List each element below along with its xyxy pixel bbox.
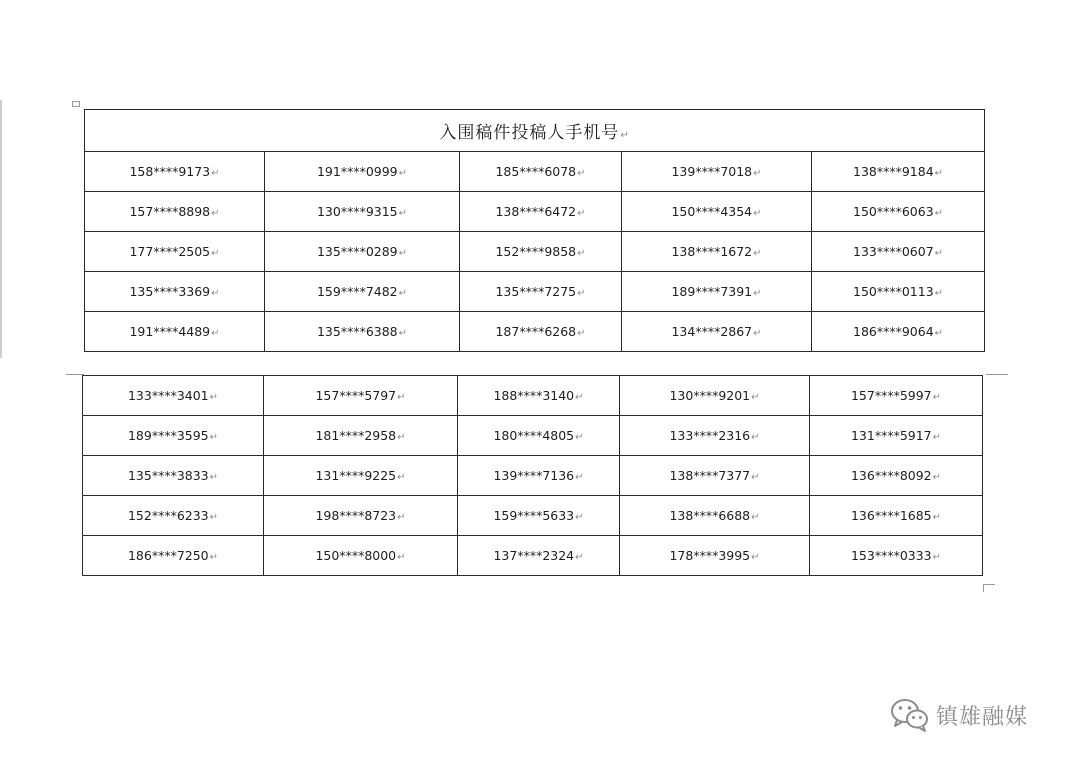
phone-number-cell — [264, 376, 458, 416]
paragraph-mark: ↵ — [209, 432, 219, 443]
phone-number-cell — [812, 312, 985, 352]
paragraph-mark: ↵ — [209, 392, 219, 403]
phone-number-cell — [622, 152, 812, 192]
phone-number: 150****0113 — [853, 284, 934, 299]
paragraph-mark: ↵ — [575, 392, 584, 403]
phone-number: 191****0999 — [316, 164, 398, 179]
phone-number-cell — [264, 456, 458, 496]
phone-number-cell — [83, 376, 264, 416]
phone-number: 139****7136 — [493, 468, 575, 483]
paragraph-mark: ↵ — [751, 552, 760, 563]
paragraph-mark: ↵ — [751, 512, 760, 523]
phone-number-cell — [458, 496, 620, 536]
table-row — [85, 232, 985, 272]
paragraph-mark: ↵ — [575, 472, 584, 483]
phone-number: 139****7018 — [671, 164, 753, 179]
phone-number-cell — [622, 312, 812, 352]
paragraph-mark: ↵ — [211, 168, 220, 179]
paragraph-mark: ↵ — [211, 288, 220, 299]
phone-number: 153****0333 — [850, 548, 932, 563]
paragraph-mark: ↵ — [397, 392, 406, 403]
crop-mark — [986, 374, 1008, 375]
phone-number: 138****6472 — [495, 204, 577, 219]
crop-mark — [983, 584, 995, 585]
paragraph-mark: ↵ — [751, 392, 760, 403]
phone-number-cell — [458, 456, 620, 496]
phone-number: 186****9064 — [853, 324, 934, 339]
phone-number: 136****1685 — [850, 508, 932, 523]
phone-number-cell — [458, 376, 620, 416]
paragraph-mark: ↵ — [932, 512, 942, 523]
paragraph-mark: ↵ — [577, 248, 586, 259]
phone-number: 180****4805 — [493, 428, 575, 443]
phone-number: 158****9173 — [129, 164, 211, 179]
phone-number-cell — [265, 152, 460, 192]
phone-number-cell — [458, 416, 620, 456]
phone-number-cell — [265, 272, 460, 312]
paragraph-mark: ↵ — [398, 168, 408, 179]
phone-number-cell — [460, 312, 622, 352]
paragraph-mark: ↵ — [932, 432, 942, 443]
phone-number-cell — [810, 416, 983, 456]
table-row — [83, 376, 983, 416]
phone-number-cell — [83, 416, 264, 456]
table-title: 入围稿件投稿人手机号↵ — [85, 110, 985, 152]
phone-number: 189****7391 — [671, 284, 753, 299]
phone-number: 150****4354 — [671, 204, 753, 219]
paragraph-mark: ↵ — [753, 328, 762, 339]
table-move-handle[interactable] — [72, 101, 80, 107]
phone-number-cell — [460, 152, 622, 192]
phone-number-cell — [83, 496, 264, 536]
phone-number: 138****6688 — [669, 508, 751, 523]
paragraph-mark: ↵ — [397, 512, 406, 523]
page-edge-line — [0, 100, 2, 358]
phone-table-top — [84, 109, 985, 352]
paragraph-mark: ↵ — [397, 432, 406, 443]
phone-number: 135****3369 — [129, 284, 211, 299]
phone-number: 181****2958 — [315, 428, 397, 443]
paragraph-mark: ↵ — [577, 168, 586, 179]
phone-number-cell — [620, 416, 810, 456]
table-row — [85, 312, 985, 352]
paragraph-mark: ↵ — [398, 288, 408, 299]
paragraph-mark: ↵ — [211, 208, 220, 219]
table-row — [83, 536, 983, 576]
phone-number-cell — [810, 456, 983, 496]
paragraph-mark: ↵ — [934, 248, 944, 259]
paragraph-mark: ↵ — [397, 472, 406, 483]
paragraph-mark: ↵ — [751, 472, 760, 483]
paragraph-mark: ↵ — [209, 512, 219, 523]
phone-number-cell — [265, 232, 460, 272]
paragraph-mark: ↵ — [932, 552, 942, 563]
phone-number-cell — [620, 496, 810, 536]
phone-number: 133****3401 — [127, 388, 209, 403]
paragraph-mark: ↵ — [211, 328, 220, 339]
phone-number-cell — [810, 536, 983, 576]
paragraph-mark: ↵ — [577, 328, 586, 339]
phone-number: 152****9858 — [495, 244, 577, 259]
phone-number: 178****3995 — [669, 548, 751, 563]
phone-number: 138****7377 — [669, 468, 751, 483]
table-row — [85, 152, 985, 192]
phone-number-cell — [622, 192, 812, 232]
phone-number-cell — [264, 536, 458, 576]
phone-number: 135****6388 — [316, 324, 398, 339]
paragraph-mark: ↵ — [209, 472, 219, 483]
phone-number: 136****8092 — [850, 468, 932, 483]
crop-mark — [983, 584, 984, 592]
phone-number-cell — [810, 376, 983, 416]
phone-number-cell — [460, 192, 622, 232]
phone-number-cell — [265, 192, 460, 232]
paragraph-mark: ↵ — [211, 248, 220, 259]
phone-number-cell — [85, 152, 265, 192]
paragraph-mark: ↵ — [753, 168, 762, 179]
phone-number: 138****9184 — [853, 164, 934, 179]
phone-number-cell — [265, 312, 460, 352]
paragraph-mark: ↵ — [398, 328, 408, 339]
phone-number: 133****2316 — [669, 428, 751, 443]
phone-number: 130****9315 — [316, 204, 398, 219]
paragraph-mark: ↵ — [577, 288, 586, 299]
phone-number: 134****2867 — [671, 324, 753, 339]
phone-number: 159****7482 — [316, 284, 398, 299]
phone-number: 131****9225 — [315, 468, 397, 483]
phone-number-cell — [85, 272, 265, 312]
phone-number-cell — [460, 272, 622, 312]
phone-number: 137****2324 — [493, 548, 575, 563]
phone-number-cell — [83, 536, 264, 576]
table-row — [85, 272, 985, 312]
phone-number-cell — [620, 376, 810, 416]
phone-number-cell — [460, 232, 622, 272]
paragraph-mark: ↵ — [397, 552, 406, 563]
phone-number: 186****7250 — [127, 548, 209, 563]
phone-number: 130****9201 — [669, 388, 751, 403]
phone-number: 159****5633 — [493, 508, 575, 523]
phone-number: 157****8898 — [129, 204, 211, 219]
paragraph-mark: ↵ — [575, 552, 584, 563]
phone-number-cell — [85, 232, 265, 272]
phone-number-cell — [620, 536, 810, 576]
phone-number: 157****5797 — [315, 388, 397, 403]
phone-number: 150****8000 — [315, 548, 397, 563]
watermark — [890, 697, 1028, 733]
paragraph-mark: ↵ — [934, 328, 944, 339]
phone-number: 177****2505 — [129, 244, 211, 259]
phone-number-cell — [620, 456, 810, 496]
paragraph-mark: ↵ — [753, 248, 762, 259]
paragraph-mark: ↵ — [753, 208, 762, 219]
paragraph-mark: ↵ — [932, 472, 942, 483]
paragraph-mark: ↵ — [575, 512, 584, 523]
phone-number: 188****3140 — [493, 388, 575, 403]
phone-table-bottom — [82, 375, 983, 576]
phone-number: 135****3833 — [127, 468, 209, 483]
phone-number-cell — [622, 272, 812, 312]
phone-number-cell — [264, 496, 458, 536]
phone-number: 187****6268 — [495, 324, 577, 339]
phone-number: 185****6078 — [495, 164, 577, 179]
table-title-row — [85, 110, 985, 152]
phone-number-cell — [458, 536, 620, 576]
paragraph-mark: ↵ — [753, 288, 762, 299]
phone-number: 131****5917 — [850, 428, 932, 443]
phone-number-cell — [85, 312, 265, 352]
paragraph-mark: ↵ — [575, 432, 584, 443]
paragraph-mark: ↵ — [932, 392, 942, 403]
phone-number: 138****1672 — [671, 244, 753, 259]
watermark-text: 镇雄融媒 — [936, 704, 1029, 730]
paragraph-mark: ↵ — [209, 552, 219, 563]
table-row — [83, 416, 983, 456]
paragraph-mark: ↵ — [398, 248, 408, 259]
phone-number-cell — [810, 496, 983, 536]
phone-number-cell — [812, 232, 985, 272]
phone-number: 135****0289 — [316, 244, 398, 259]
paragraph-mark: ↵ — [934, 208, 944, 219]
wechat-icon — [890, 697, 930, 733]
phone-number-cell — [264, 416, 458, 456]
phone-number: 152****6233 — [127, 508, 209, 523]
phone-number: 135****7275 — [495, 284, 577, 299]
paragraph-mark: ↵ — [577, 208, 586, 219]
phone-number: 191****4489 — [129, 324, 211, 339]
phone-number: 189****3595 — [127, 428, 209, 443]
phone-number-cell — [622, 232, 812, 272]
paragraph-mark: ↵ — [934, 288, 944, 299]
phone-number-cell — [812, 272, 985, 312]
table-row — [83, 496, 983, 536]
paragraph-mark: ↵ — [751, 432, 760, 443]
phone-number: 157****5997 — [850, 388, 932, 403]
paragraph-mark: ↵ — [398, 208, 408, 219]
phone-number-cell — [812, 152, 985, 192]
table-row — [85, 192, 985, 232]
paragraph-mark: ↵ — [934, 168, 944, 179]
phone-number: 133****0607 — [853, 244, 934, 259]
phone-number: 150****6063 — [853, 204, 934, 219]
phone-number-cell — [83, 456, 264, 496]
phone-number-cell — [85, 192, 265, 232]
phone-number: 198****8723 — [315, 508, 397, 523]
table-row — [83, 456, 983, 496]
phone-number-cell — [812, 192, 985, 232]
